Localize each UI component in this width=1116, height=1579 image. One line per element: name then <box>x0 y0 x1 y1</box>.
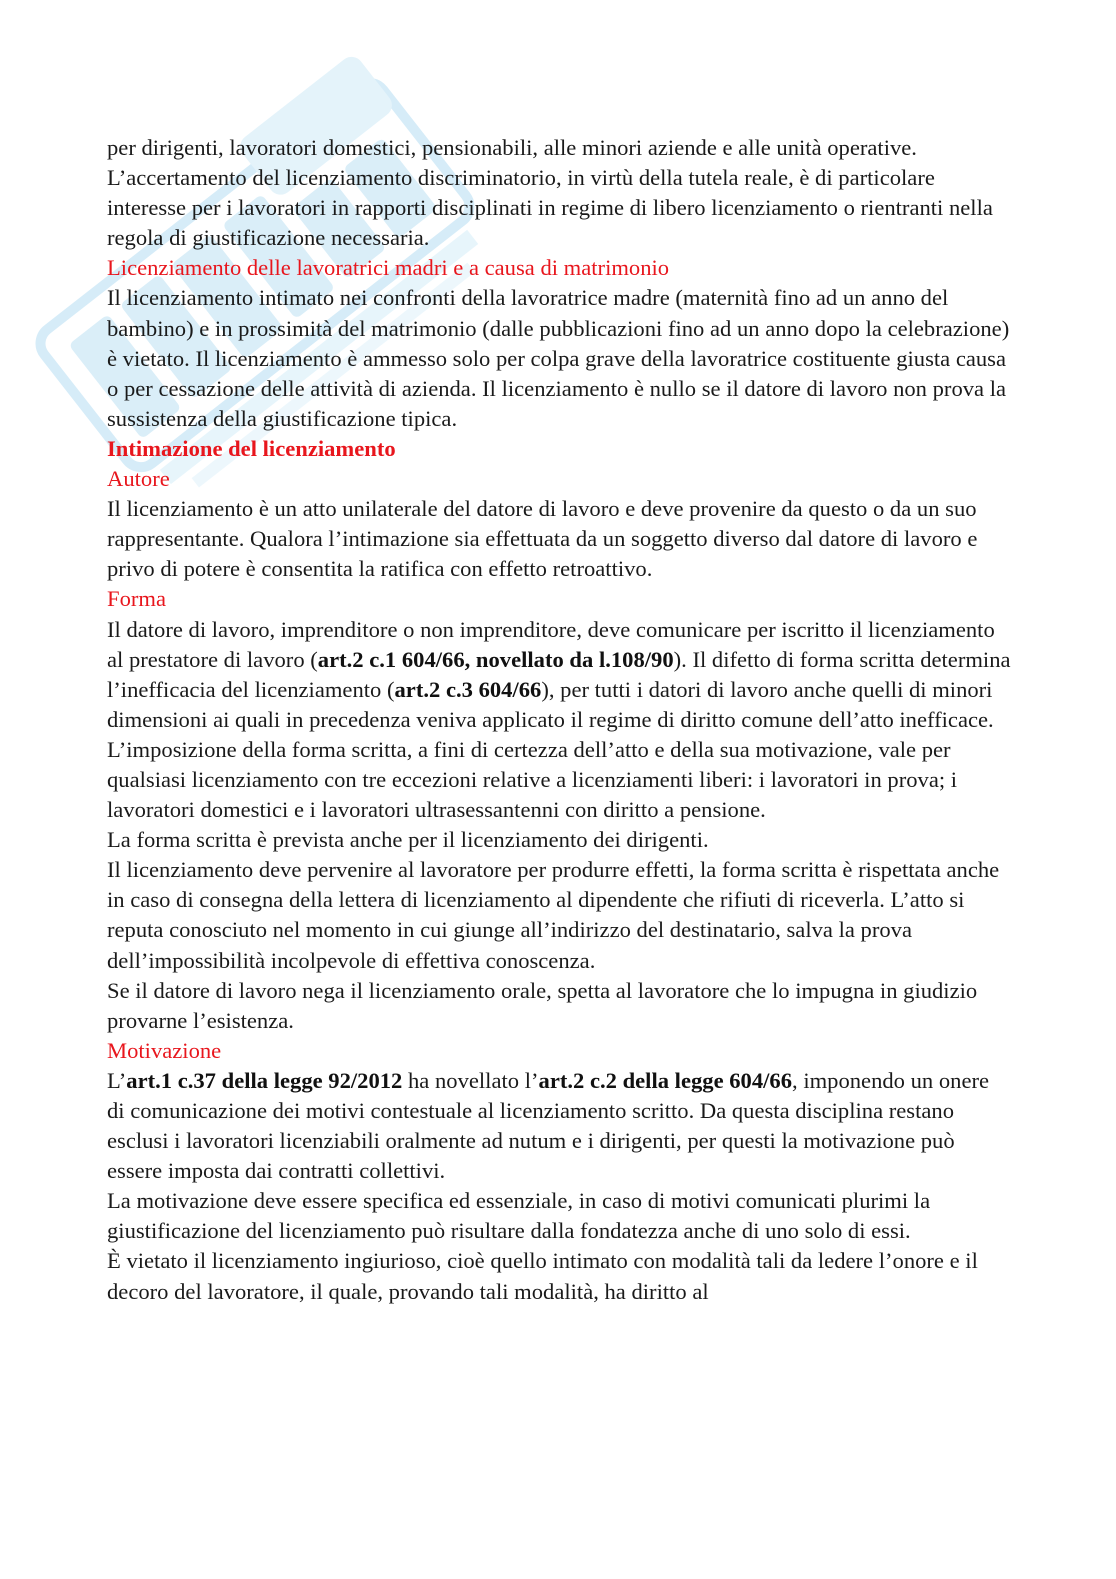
paragraph-motivazione-3: È vietato il licenziamento ingiurioso, cioè quello intimato con modalità tali da ledere l’onore e il decoro del lavoratore, il quale, provando tali modalità, ha diritto al <box>107 1248 978 1304</box>
heading-motivazione: Motivazione <box>107 1037 222 1063</box>
paragraph-lavoratrici-madri: Il licenziamento intimato nei confronti della lavoratrice madre (maternità fino ad un anno del bambino) e in prossimità del matrimonio (dalle pubblicazioni fino ad un anno dopo la celebrazione) è vietato. Il licenziamento è ammesso solo per colpa grave della lavoratrice costituente giusta causa o per cessazione delle attività di azienda. Il licenziamento è nullo se il datore di lavoro non prova la sussistenza della giustificazione tipica. <box>107 285 1010 431</box>
law-reference: art.1 c.37 della legge 92/2012 <box>126 1067 403 1093</box>
paragraph-motivazione-2: La motivazione deve essere specifica ed essenziale, in caso di motivi comunicati plurimi la giustificazione del licenziamento può risultare dalla fondatezza anche di uno solo di essi. <box>107 1188 931 1244</box>
paragraph-autore: Il licenziamento è un atto unilaterale del datore di lavoro e deve provenire da questo o da un suo rappresentante. Qualora l’intimazione sia effettuata da un soggetto diverso dal datore di lavoro e privo di potere è consentita la ratifica con effetto retroattivo. <box>107 496 978 582</box>
document-page <box>107 133 1012 1307</box>
heading-intimazione: Intimazione del licenziamento <box>107 435 396 461</box>
text-run: ). Il difetto di forma scritta determina l’inefficacia del licenziamento ( <box>107 646 1011 702</box>
law-reference: art.2 c.3 604/66 <box>394 676 542 702</box>
heading-lavoratrici-madri: Licenziamento delle lavoratrici madri e a causa di matrimonio <box>107 255 670 281</box>
law-reference: art.2 c.1 604/66, novellato da l.108/90 <box>317 646 674 672</box>
paragraph-forma-4: Il licenziamento deve pervenire al lavoratore per produrre effetti, la forma scritta è rispettata anche in caso di consegna della lettera di licenziamento al dipendente che rifiuti di riceverla. L’atto si reputa conosciuto nel momento in cui giunge all’indirizzo del destinatario, salva la prova dell’impossibilità incolpevole di effettiva conoscenza. <box>107 857 1000 973</box>
heading-forma: Forma <box>107 586 166 612</box>
paragraph-forma-2: L’imposizione della forma scritta, a fini di certezza dell’atto e della sua motivazione, vale per qualsiasi licenziamento con tre eccezioni relative a licenziamenti liberi: i lavoratori in prova; i lavoratori domestici e i lavoratori ultrasessantenni con diritto a pensione. <box>107 736 958 823</box>
paragraph-forma-3: La forma scritta è prevista anche per il licenziamento dei dirigenti. <box>107 827 709 853</box>
text-run: ), per tutti i datori di lavoro anche quelli di minori dimensioni ai quali in precedenza veniva applicato il regime di diritto comune dell’atto inefficace. <box>107 676 994 732</box>
heading-autore: Autore <box>107 466 170 492</box>
text-run: ha novellato l’ <box>402 1067 539 1093</box>
paragraph-intro: per dirigenti, lavoratori domestici, pensionabili, alle minori aziende e alle unità operative. L’accertamento del licenziamento discriminatorio, in virtù della tutela reale, è di particolare interesse per i lavoratori in rapporti disciplinati in regime di libero licenziamento o rientranti nella regola di giustificazione necessaria. <box>107 135 993 251</box>
paragraph-forma-5: Se il datore di lavoro nega il licenziamento orale, spetta al lavoratore che lo impugna in giudizio provarne l’esistenza. <box>107 977 978 1033</box>
text-run: Il datore di lavoro, imprenditore o non imprenditore, deve comunicare per iscritto il licenziamento al prestatore di lavoro ( <box>107 616 995 672</box>
law-reference: art.2 c.2 della legge 604/66 <box>538 1067 793 1093</box>
paragraph-motivazione-1 <box>107 1066 1012 1186</box>
text-run: , imponendo un onere di comunicazione dei motivi contestuale al licenziamento scritto. Da questa disciplina restano esclusi i lavoratori licenziabili oralmente ad nutum e i dirigenti, per questi la motivazione può essere imposta dai contratti collettivi. <box>107 1067 990 1184</box>
text-run: L’ <box>107 1067 127 1093</box>
paragraph-forma-1 <box>107 615 1012 735</box>
